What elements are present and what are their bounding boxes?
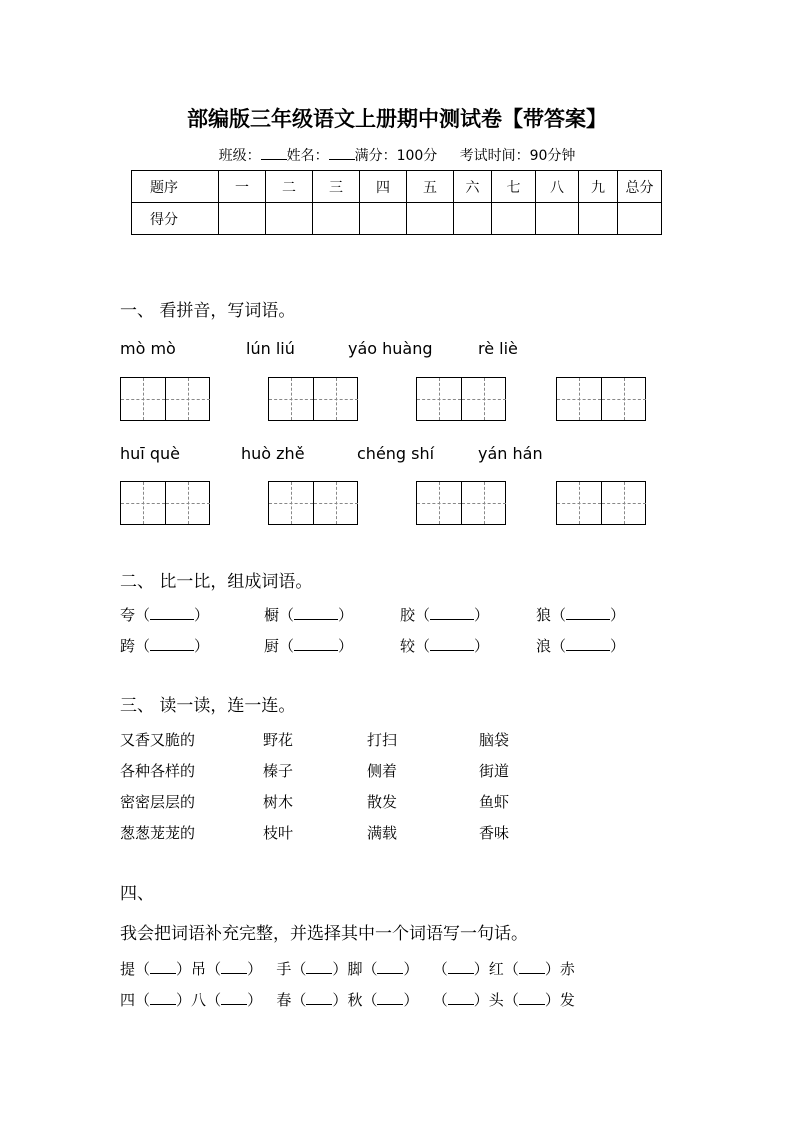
exam-time: 考试时间：90分钟 — [459, 148, 576, 164]
match-item[interactable]: 榛子 — [263, 762, 294, 780]
score-cell[interactable] — [492, 203, 536, 235]
idiom-char: 手 — [276, 960, 292, 978]
header-cell: 五 — [407, 171, 454, 203]
idiom-blank[interactable] — [377, 990, 403, 1005]
match-item[interactable]: 树木 — [263, 793, 294, 811]
match-item[interactable]: 葱葱茏茏的 — [120, 824, 196, 842]
pinyin-item: huò zhě — [241, 444, 305, 463]
match-item[interactable]: 又香又脆的 — [120, 731, 196, 749]
score-cell[interactable] — [360, 203, 407, 235]
match-item[interactable]: 野花 — [263, 731, 294, 749]
idiom-char: 四 — [120, 991, 136, 1009]
score-table-score-row — [132, 203, 662, 235]
match-item[interactable]: 枝叶 — [263, 824, 294, 842]
section4-instruction: 我会把词语补充完整，并选择其中一个词语写一句话。 — [120, 924, 528, 944]
answer-blank[interactable] — [294, 605, 338, 620]
idiom-char: 春 — [276, 991, 292, 1009]
score-cell[interactable] — [536, 203, 579, 235]
idiom-blank[interactable] — [150, 990, 176, 1005]
writing-grid[interactable] — [416, 481, 506, 525]
header-cell: 题序 — [132, 171, 219, 203]
header-cell: 七 — [492, 171, 536, 203]
score-table-header-row — [132, 171, 662, 203]
pinyin-item: mò mò — [120, 339, 176, 358]
writing-grid[interactable] — [416, 377, 506, 421]
idiom-blank[interactable] — [306, 990, 332, 1005]
compare-char: 较 — [400, 637, 416, 655]
section4-heading: 四、 — [120, 884, 154, 904]
idiom-char: 红 — [488, 960, 504, 978]
match-item[interactable]: 侧着 — [367, 762, 398, 780]
idiom-blank[interactable] — [448, 959, 474, 974]
compare-char: 胶 — [400, 606, 416, 624]
compare-item: 橱（ ） — [264, 606, 354, 624]
name-blank[interactable] — [329, 147, 355, 160]
pinyin-item: huī què — [120, 444, 180, 463]
compare-char: 跨 — [120, 637, 136, 655]
writing-grid[interactable] — [120, 377, 210, 421]
match-item[interactable]: 散发 — [367, 793, 398, 811]
name-label: 姓名： — [286, 148, 329, 164]
pinyin-item: chéng shí — [357, 444, 435, 463]
answer-blank[interactable] — [150, 605, 194, 620]
idiom-row: 提（ ）吊（ ） 手（ ）脚（ ） （ ）红（ ）赤 — [120, 960, 575, 978]
compare-item: 跨（ ） — [120, 637, 210, 655]
answer-blank[interactable] — [430, 605, 474, 620]
idiom-char: 提 — [120, 960, 136, 978]
class-blank[interactable] — [261, 147, 287, 160]
score-table — [131, 170, 662, 235]
section2-heading: 二、 比一比，组成词语。 — [120, 572, 313, 592]
pinyin-item: yán hán — [478, 444, 543, 463]
compare-item: 浪（ ） — [536, 637, 626, 655]
answer-blank[interactable] — [294, 636, 338, 651]
compare-char: 厨 — [264, 637, 280, 655]
idiom-char: 八 — [191, 991, 207, 1009]
compare-char: 橱 — [264, 606, 280, 624]
idiom-char: 发 — [559, 991, 575, 1009]
score-cell[interactable] — [579, 203, 618, 235]
writing-grid[interactable] — [556, 481, 646, 525]
answer-blank[interactable] — [566, 605, 610, 620]
section1-heading: 一、 看拼音，写词语。 — [120, 301, 296, 321]
compare-char: 狼 — [536, 606, 552, 624]
answer-blank[interactable] — [150, 636, 194, 651]
idiom-char: 吊 — [191, 960, 207, 978]
match-item[interactable]: 鱼虾 — [479, 793, 510, 811]
writing-grid[interactable] — [120, 481, 210, 525]
writing-grid[interactable] — [268, 481, 358, 525]
pinyin-item: yáo huàng — [348, 339, 433, 358]
idiom-blank[interactable] — [377, 959, 403, 974]
match-item[interactable]: 香味 — [479, 824, 510, 842]
match-item[interactable]: 满载 — [367, 824, 398, 842]
compare-item: 胶（ ） — [400, 606, 490, 624]
pinyin-item: rè liè — [478, 339, 518, 358]
idiom-char: 秋 — [347, 991, 363, 1009]
match-item[interactable]: 脑袋 — [479, 731, 510, 749]
header-cell: 总分 — [618, 171, 662, 203]
match-item[interactable]: 密密层层的 — [120, 793, 196, 811]
idiom-blank[interactable] — [519, 990, 545, 1005]
header-cell: 一 — [219, 171, 266, 203]
match-item[interactable]: 各种各样的 — [120, 762, 196, 780]
score-row-label: 得分 — [132, 203, 219, 235]
header-cell: 九 — [579, 171, 618, 203]
idiom-blank[interactable] — [306, 959, 332, 974]
compare-char: 夸 — [120, 606, 136, 624]
exam-info — [0, 145, 794, 165]
compare-item: 厨（ ） — [264, 637, 354, 655]
compare-char: 浪 — [536, 637, 552, 655]
header-cell: 二 — [266, 171, 313, 203]
score-cell[interactable] — [266, 203, 313, 235]
idiom-row: 四（ ）八（ ） 春（ ）秋（ ） （ ）头（ ）发 — [120, 991, 575, 1009]
header-cell: 六 — [454, 171, 492, 203]
score-cell[interactable] — [618, 203, 662, 235]
section3-heading: 三、 读一读，连一连。 — [120, 696, 296, 716]
page-title: 部编版三年级语文上册期中测试卷【带答案】 — [187, 106, 607, 131]
match-item[interactable]: 打扫 — [367, 731, 398, 749]
match-item[interactable]: 街道 — [479, 762, 510, 780]
header-cell: 三 — [313, 171, 360, 203]
idiom-blank[interactable] — [221, 959, 247, 974]
idiom-char: 脚 — [347, 960, 363, 978]
header-cell: 八 — [536, 171, 579, 203]
full-score: 满分：100分 — [354, 148, 438, 164]
idiom-blank[interactable] — [221, 990, 247, 1005]
score-cell[interactable] — [313, 203, 360, 235]
idiom-blank[interactable] — [519, 959, 545, 974]
idiom-blank[interactable] — [150, 959, 176, 974]
compare-item: 夸（ ） — [120, 606, 210, 624]
score-cell[interactable] — [407, 203, 454, 235]
writing-grid[interactable] — [268, 377, 358, 421]
header-cell: 四 — [360, 171, 407, 203]
writing-grid[interactable] — [556, 377, 646, 421]
compare-item: 较（ ） — [400, 637, 490, 655]
class-label: 班级： — [218, 148, 261, 164]
score-cell[interactable] — [219, 203, 266, 235]
idiom-blank[interactable] — [448, 990, 474, 1005]
idiom-char: 赤 — [559, 960, 575, 978]
score-cell[interactable] — [454, 203, 492, 235]
compare-item: 狼（ ） — [536, 606, 626, 624]
answer-blank[interactable] — [566, 636, 610, 651]
idiom-char: 头 — [488, 991, 504, 1009]
pinyin-item: lún liú — [246, 339, 295, 358]
answer-blank[interactable] — [430, 636, 474, 651]
